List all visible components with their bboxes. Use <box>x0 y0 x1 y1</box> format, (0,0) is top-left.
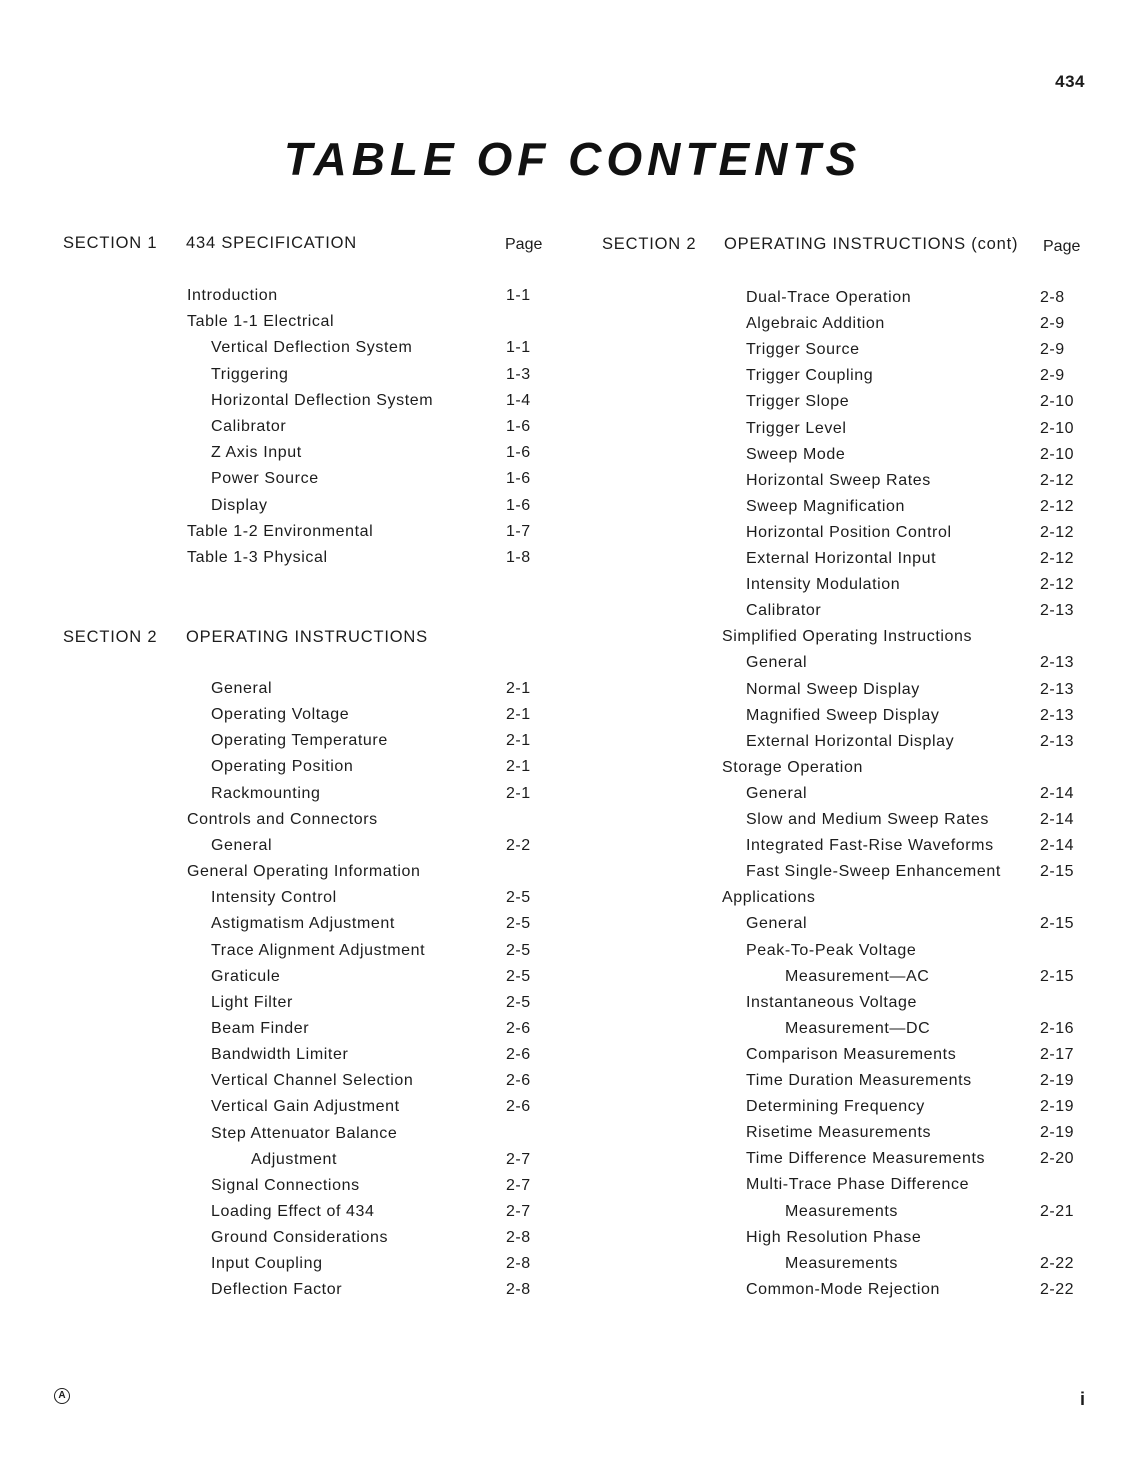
toc-page-number: 2-1 <box>506 784 531 802</box>
toc-entry: Loading Effect of 434 <box>211 1203 375 1220</box>
section2-label: SECTION 2 <box>63 628 158 646</box>
toc-page-number: 2-6 <box>506 1019 531 1037</box>
toc-page-number: 2-22 <box>1040 1254 1075 1272</box>
toc-page-number: 2-13 <box>1040 602 1075 620</box>
toc-entry: Operating Voltage <box>211 706 350 724</box>
toc-entry: Rackmounting <box>211 784 321 802</box>
toc-page-number: 2-15 <box>1040 967 1075 985</box>
toc-entry: Light Filter <box>211 993 293 1011</box>
toc-page-number: 2-14 <box>1040 837 1075 855</box>
toc-page-number: 2-12 <box>1040 550 1075 567</box>
toc-entry: Input Coupling <box>211 1255 323 1273</box>
toc-page-number: 2-12 <box>1040 576 1075 594</box>
toc-page-number: 1-6 <box>506 444 531 462</box>
toc-page-number: 2-14 <box>1040 811 1075 828</box>
toc-entry: Ground Considerations <box>211 1229 389 1247</box>
toc-entry: Display <box>211 496 268 514</box>
toc-page-number: 2-7 <box>506 1176 531 1194</box>
toc-page-number: 1-6 <box>506 470 531 488</box>
toc-entry: Intensity Modulation <box>746 576 901 594</box>
toc-page-number: 1-1 <box>506 287 531 304</box>
toc-entry: Normal Sweep Display <box>746 680 920 698</box>
toc-entry: Measurements <box>785 1254 899 1272</box>
toc-entry: Common-Mode Rejection <box>746 1280 941 1298</box>
toc-entry: Trace Alignment Adjustment <box>211 941 426 959</box>
toc-entry: Operating Position <box>211 758 354 776</box>
toc-page-number: 2-9 <box>1040 341 1065 359</box>
toc-entry: High Resolution Phase <box>746 1228 922 1246</box>
toc-page-number: 2-10 <box>1040 445 1075 463</box>
toc-entry: Sweep Magnification <box>746 497 906 515</box>
toc-page-number: 2-1 <box>506 706 531 724</box>
toc-entry: Time Duration Measurements <box>746 1072 972 1089</box>
toc-entry: General <box>211 836 273 854</box>
toc-entry: Dual-Trace Operation <box>746 289 912 306</box>
toc-entry: Algebraic Addition <box>746 315 885 333</box>
toc-page-number: 2-10 <box>1040 419 1075 437</box>
section2-cont-title: OPERATING INSTRUCTIONS (cont) <box>724 235 1019 253</box>
toc-page-number: 1-1 <box>506 339 531 357</box>
toc-entry: Power Source <box>211 470 319 488</box>
toc-entry: Trigger Coupling <box>746 367 874 385</box>
toc-page-number: 2-8 <box>506 1229 531 1247</box>
section2-title: OPERATING INSTRUCTIONS <box>186 628 428 646</box>
toc-entry: External Horizontal Input <box>746 550 937 567</box>
toc-page-number: 2-12 <box>1040 471 1075 489</box>
toc-page-number: 2-1 <box>506 758 531 776</box>
toc-entry: Integrated Fast-Rise Waveforms <box>746 837 994 855</box>
toc-entry: General Operating Information <box>187 863 421 881</box>
toc-entry: Comparison Measurements <box>746 1045 957 1063</box>
model-number: 434 <box>1055 72 1085 91</box>
toc-entry: Trigger Slope <box>746 393 850 411</box>
toc-entry: General <box>211 680 273 697</box>
toc-page-number: 2-5 <box>506 941 531 959</box>
toc-page-number: 2-5 <box>506 889 531 907</box>
toc-page-number: 2-13 <box>1040 706 1075 724</box>
toc-page-number: 2-7 <box>506 1203 531 1220</box>
toc-page-number: 2-6 <box>506 1098 531 1116</box>
toc-entry: Bandwidth Limiter <box>211 1046 349 1064</box>
toc-page-number: 2-7 <box>506 1150 531 1168</box>
toc-entry: Operating Temperature <box>211 732 388 750</box>
toc-entry: Introduction <box>187 287 278 304</box>
toc-page-number: 2-22 <box>1040 1280 1075 1298</box>
toc-entry: Multi-Trace Phase Difference <box>746 1176 970 1194</box>
toc-page-number: 2-10 <box>1040 393 1075 411</box>
page-folio: i <box>1079 1389 1085 1409</box>
toc-page-number: 2-13 <box>1040 732 1075 750</box>
toc-page-number: 2-6 <box>506 1072 531 1090</box>
toc-page-number: 2-9 <box>1040 315 1065 333</box>
toc-entry: Measurement—DC <box>785 1019 931 1037</box>
toc-entry: Vertical Gain Adjustment <box>211 1098 400 1116</box>
toc-page-number: 2-13 <box>1040 654 1075 672</box>
toc-entry: Vertical Channel Selection <box>211 1072 414 1090</box>
toc-page-number: 2-2 <box>506 836 531 854</box>
toc-entry: Storage Operation <box>722 758 863 776</box>
toc-page-number: 2-13 <box>1040 680 1075 698</box>
toc-page-number: 2-20 <box>1040 1150 1075 1168</box>
toc-page-number: 2-1 <box>506 732 531 750</box>
toc-page-number: 2-12 <box>1040 497 1075 515</box>
toc-page-number: 1-3 <box>506 365 531 383</box>
toc-page-number: 2-9 <box>1040 367 1065 385</box>
toc-page-number: 2-14 <box>1040 784 1075 802</box>
toc-entry: Graticule <box>211 967 281 985</box>
toc-entry: Intensity Control <box>211 889 337 907</box>
toc-entry: Step Attenuator Balance <box>211 1124 398 1142</box>
toc-entry: Table 1-1 Electrical <box>187 313 335 331</box>
toc-entry: Table 1-3 Physical <box>187 549 328 566</box>
toc-entry: General <box>746 784 808 802</box>
toc-entry: Triggering <box>211 365 289 383</box>
toc-entry: Risetime Measurements <box>746 1124 932 1142</box>
section1-page-heading: Page <box>505 236 543 253</box>
toc-entry: Beam Finder <box>211 1019 310 1037</box>
toc-entry: Measurements <box>785 1202 899 1220</box>
toc-entry: Peak-To-Peak Voltage <box>746 941 917 959</box>
toc-entry: Sweep Mode <box>746 445 846 463</box>
toc-page-number: 1-6 <box>506 496 531 514</box>
toc-entry: Horizontal Deflection System <box>211 391 434 409</box>
toc-page-number: 2-6 <box>506 1046 531 1064</box>
toc-entry: Controls and Connectors <box>187 810 378 828</box>
toc-entry: Trigger Level <box>746 419 847 437</box>
toc-entry: Magnified Sweep Display <box>746 706 940 724</box>
toc-entry: Instantaneous Voltage <box>746 993 917 1011</box>
toc-entry: Horizontal Sweep Rates <box>746 471 931 489</box>
toc-entry: General <box>746 654 808 672</box>
toc-page-number: 2-8 <box>506 1281 531 1299</box>
toc-entry: Measurement—AC <box>785 967 930 985</box>
toc-page-number: 2-8 <box>1040 289 1065 306</box>
toc-entry: Simplified Operating Instructions <box>722 628 973 646</box>
section1-label: SECTION 1 <box>63 234 158 252</box>
toc-page-number: 2-17 <box>1040 1045 1075 1063</box>
toc-entry: Calibrator <box>746 602 822 620</box>
toc-entry: Table 1-2 Environmental <box>187 522 374 540</box>
toc-page-number: 1-6 <box>506 418 531 435</box>
toc-page-number: 2-15 <box>1040 863 1075 881</box>
toc-page-number: 2-21 <box>1040 1202 1075 1220</box>
toc-page-number: 1-7 <box>506 522 531 540</box>
toc-entry: Fast Single-Sweep Enhancement <box>746 863 1001 881</box>
toc-entry: Trigger Source <box>746 341 860 359</box>
toc-entry: Vertical Deflection System <box>211 339 413 357</box>
toc-entry: Deflection Factor <box>211 1281 343 1299</box>
toc-page-number: 2-8 <box>506 1255 531 1273</box>
toc-entry: Determining Frequency <box>746 1098 925 1116</box>
toc-entry: Slow and Medium Sweep Rates <box>746 811 989 828</box>
toc-page-number: 2-19 <box>1040 1098 1075 1116</box>
page-title: TABLE OF CONTENTS <box>283 133 862 185</box>
tektronix-logo-mark: A <box>54 1388 70 1404</box>
toc-page-number: 2-19 <box>1040 1072 1075 1089</box>
toc-page-number: 2-16 <box>1040 1019 1075 1037</box>
toc-page-number: 2-15 <box>1040 915 1075 933</box>
toc-entry: Signal Connections <box>211 1176 360 1194</box>
section2-cont-label: SECTION 2 <box>602 235 697 253</box>
toc-page-number: 2-5 <box>506 967 531 985</box>
toc-page-number: 1-4 <box>506 391 531 409</box>
toc-page-number: 2-19 <box>1040 1124 1075 1142</box>
toc-page-number: 2-5 <box>506 915 531 933</box>
toc-entry: Horizontal Position Control <box>746 523 952 541</box>
toc-entry: External Horizontal Display <box>746 732 955 750</box>
toc-entry: Calibrator <box>211 418 287 435</box>
toc-entry: General <box>746 915 808 933</box>
section1-title: 434 SPECIFICATION <box>186 234 358 252</box>
toc-page-number: 2-5 <box>506 993 531 1011</box>
toc-entry: Applications <box>722 889 816 907</box>
toc-page-number: 2-12 <box>1040 523 1075 541</box>
toc-entry: Astigmatism Adjustment <box>211 915 395 933</box>
toc-page-number: 2-1 <box>506 680 531 697</box>
toc-entry: Adjustment <box>251 1150 338 1168</box>
toc-entry: Z Axis Input <box>211 444 302 462</box>
toc-entry: Time Difference Measurements <box>746 1150 986 1168</box>
section2-cont-page-heading: Page <box>1043 238 1081 255</box>
toc-page-number: 1-8 <box>506 549 531 566</box>
